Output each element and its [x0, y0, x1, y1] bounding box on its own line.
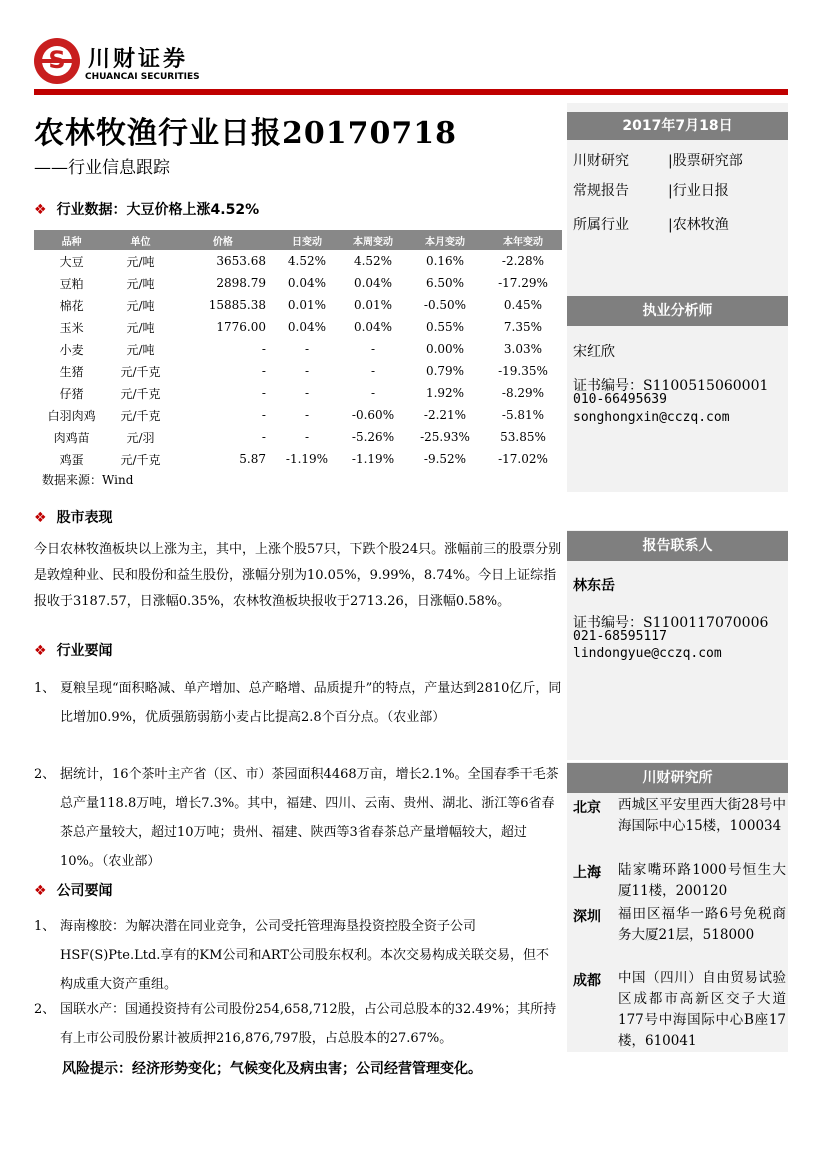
table-cell: 元/吨 [126, 320, 155, 335]
table-cell: -5.26% [351, 430, 395, 444]
info-row: 所属行业 |农林牧渔 [573, 217, 729, 233]
data-source: 数据来源：Wind [42, 473, 134, 487]
table-cell: 5.87 [239, 452, 266, 466]
table-cell: 元/千克 [120, 364, 161, 379]
office-address: 陆家嘴环路1000号恒生大厦11楼，200120 [618, 862, 786, 899]
table-row [34, 250, 562, 272]
table-cell: - [261, 342, 266, 356]
table-cell: 小麦 [59, 342, 84, 357]
table-row [34, 426, 562, 448]
market-paragraph: 今日农林牧渔板块以上涨为主，其中，上涨个股57只，下跌个股24只。涨幅前三的股票分别是敦煌种业、民和股份和益生股份，涨幅分别为10.05%，9.99%，8.74%。今日上证综指报收于3187.57，日涨幅0.35%，农林牧渔板块报收于2713.26，日涨幅0.58%。 [34, 542, 562, 609]
table-cell: 0.04% [353, 276, 393, 290]
office-address: 福田区福华一路6号免税商务大厦21层，518000 [618, 906, 786, 943]
contact-email: lindongyue@cczq.com [573, 646, 722, 661]
table-cell: 肉鸡苗 [53, 430, 90, 445]
table-cell: -2.28% [501, 254, 545, 268]
table-cell: 元/千克 [120, 386, 161, 401]
table-cell: -2.21% [423, 408, 467, 422]
section-heading-data: ❖ 行业数据：大豆价格上涨4.52% [34, 202, 260, 218]
table-cell: -0.50% [423, 298, 467, 312]
table-cell: -8.29% [501, 386, 545, 400]
company-news-item: 2、 国联水产：国通投资持有公司股份254,658,712股，占公司总股本的32.49%；其所持有上市公司股份累计被质押216,876,797股，占总股本的27.67%。 [34, 1002, 557, 1046]
table-cell: 0.01% [353, 298, 393, 312]
analyst-name: 宋红欣 [573, 344, 615, 360]
table-header-cell: 品种 [34, 230, 109, 250]
table-cell: 0.04% [353, 320, 393, 334]
table-row [34, 360, 562, 382]
office-city: 深圳 [573, 909, 601, 925]
table-cell: 鸡蛋 [59, 452, 84, 467]
table-cell: 仔猪 [59, 386, 84, 401]
table-cell: 3.03% [503, 342, 543, 356]
table-cell: 玉米 [59, 320, 84, 335]
table-cell: 生猪 [59, 364, 84, 379]
news-item: 2、 据统计，16个茶叶主产省（区、市）茶园面积4468万亩，增长2.1%。全国春季干毛茶总产量118.8万吨，增长7.3%。其中，福建、四川、云南、贵州、湖北、浙江等6省春茶总产量较大，超过10万吨；贵州、福建、陕西等3省春茶总产量增幅较大，超过10%。（农业部） [34, 767, 559, 869]
table-cell: - [261, 430, 266, 444]
table-cell: -17.29% [498, 276, 548, 290]
table-cell: 53.85% [500, 430, 546, 444]
table-header-cell: 本年变动 [484, 230, 562, 250]
contact-panel [567, 530, 788, 760]
table-cell: -17.02% [498, 452, 548, 466]
analyst-phone: 010-66495639 [573, 392, 667, 407]
table-cell: 0.79% [425, 364, 465, 378]
brand-name-en: CHUANCAI SECURITIES [85, 72, 200, 82]
contact-name: 林东岳 [573, 578, 615, 594]
table-cell: 0.16% [425, 254, 465, 268]
table-row [34, 338, 562, 360]
office-address: 中国（四川）自由贸易试验区成都市高新区交子大道177号中海国际中心B座17楼，610041 [618, 970, 786, 1049]
risk-warning: 风险提示：经济形势变化；气候变化及病虫害；公司经营管理变化。 [62, 1061, 482, 1077]
diamond-bullet-icon: ❖ [34, 643, 47, 659]
table-cell: 0.45% [503, 298, 543, 312]
table-cell: 7.35% [503, 320, 543, 334]
table-cell: - [261, 386, 266, 400]
table-cell: 0.55% [425, 320, 465, 334]
info-row: 常规报告 |行业日报 [573, 183, 729, 199]
contact-header: 报告联系人 [567, 531, 788, 561]
table-header-cell: 单位 [109, 230, 172, 250]
institute-header: 川财研究所 [567, 763, 788, 793]
table-cell: - [304, 408, 310, 422]
table-cell: 元/吨 [126, 342, 155, 357]
table-cell: - [304, 342, 310, 356]
table-cell: 4.52% [287, 254, 327, 268]
table-cell: 3653.68 [216, 254, 266, 268]
table-cell: 15885.38 [208, 298, 266, 312]
table-cell: - [370, 386, 376, 400]
table-cell: 6.50% [425, 276, 465, 290]
diamond-bullet-icon: ❖ [34, 202, 47, 218]
table-header-cell: 日变动 [274, 230, 340, 250]
section-heading-market: ❖ 股市表现 [34, 510, 113, 526]
table-cell: 0.04% [287, 276, 327, 290]
table-cell: 元/千克 [120, 408, 161, 423]
info-row: 川财研究 |股票研究部 [573, 153, 743, 169]
header-divider [34, 89, 788, 95]
table-cell: -19.35% [498, 364, 548, 378]
table-cell: 豆粕 [59, 276, 84, 291]
table-cell: - [304, 430, 310, 444]
office-city: 上海 [573, 865, 601, 881]
company-logo [34, 38, 80, 84]
table-cell: 元/吨 [126, 276, 155, 291]
table-row [34, 448, 562, 470]
brand-name: 川财证券 [88, 47, 189, 72]
report-subtitle: ——行业信息跟踪 [34, 158, 170, 178]
office-city: 成都 [573, 973, 601, 989]
table-cell: 0.00% [425, 342, 465, 356]
table-cell: 元/千克 [120, 452, 161, 467]
office-address: 西城区平安里西大街28号中海国际中心15楼，100034 [618, 797, 786, 834]
table-cell: - [370, 342, 376, 356]
office-city: 北京 [573, 800, 601, 816]
table-cell: - [261, 408, 266, 422]
table-row [34, 382, 562, 404]
table-cell: -1.19% [285, 452, 329, 466]
table-cell: 元/羽 [126, 430, 155, 445]
table-header-cell: 本月变动 [406, 230, 484, 250]
table-cell: 0.04% [287, 320, 327, 334]
contact-cert: 证书编号：S1100117070006 [573, 615, 769, 631]
news-item: 1、 夏粮呈现“面积略减、单产增加、总产略增、品质提升”的特点，产量达到2810亿斤，同比增加0.9%，优质强筋弱筋小麦占比提高2.8个百分点。（农业部） [34, 681, 562, 725]
table-cell: 4.52% [353, 254, 393, 268]
table-cell: 1.92% [425, 386, 465, 400]
table-cell: 1776.00 [216, 320, 266, 334]
table-cell: -0.60% [351, 408, 395, 422]
company-news-item: 1、 海南橡胶：为解决潜在同业竞争，公司受托管理海垦投资控股全资子公司HSF(S)Pte.Ltd.享有的KM公司和ART公司股东权利。本次交易构成关联交易，但不构成重大资产重组。 [34, 919, 550, 992]
table-cell: - [261, 364, 266, 378]
section-heading-company: ❖ 公司要闻 [34, 883, 113, 899]
diamond-bullet-icon: ❖ [34, 510, 47, 526]
table-cell: -25.93% [420, 430, 470, 444]
commodity-price-table [34, 230, 562, 470]
report-title: 农林牧渔行业日报20170718 [34, 116, 457, 151]
table-row [34, 272, 562, 294]
diamond-bullet-icon: ❖ [34, 883, 47, 899]
table-cell: 2898.79 [216, 276, 266, 290]
table-header-cell: 价格 [172, 230, 274, 250]
table-cell: - [370, 364, 376, 378]
report-date: 2017年7月18日 [567, 112, 788, 140]
analyst-email: songhongxin@cczq.com [573, 410, 730, 425]
table-row [34, 294, 562, 316]
table-cell: -1.19% [351, 452, 395, 466]
table-row [34, 316, 562, 338]
table-cell: 0.01% [287, 298, 327, 312]
table-cell: - [304, 364, 310, 378]
table-cell: 大豆 [59, 254, 84, 269]
analyst-header: 执业分析师 [567, 296, 788, 326]
table-cell: 元/吨 [126, 254, 155, 269]
section-heading-news: ❖ 行业要闻 [34, 643, 113, 659]
table-cell: 白羽肉鸡 [47, 408, 96, 423]
table-row [34, 404, 562, 426]
analyst-cert: 证书编号：S1100515060001 [573, 378, 769, 394]
table-cell: 元/吨 [126, 298, 155, 313]
table-cell: 棉花 [59, 298, 84, 313]
table-cell: -5.81% [501, 408, 545, 422]
table-cell: -9.52% [423, 452, 467, 466]
table-cell: - [304, 386, 310, 400]
table-header-cell: 本周变动 [340, 230, 406, 250]
contact-phone: 021-68595117 [573, 629, 667, 644]
